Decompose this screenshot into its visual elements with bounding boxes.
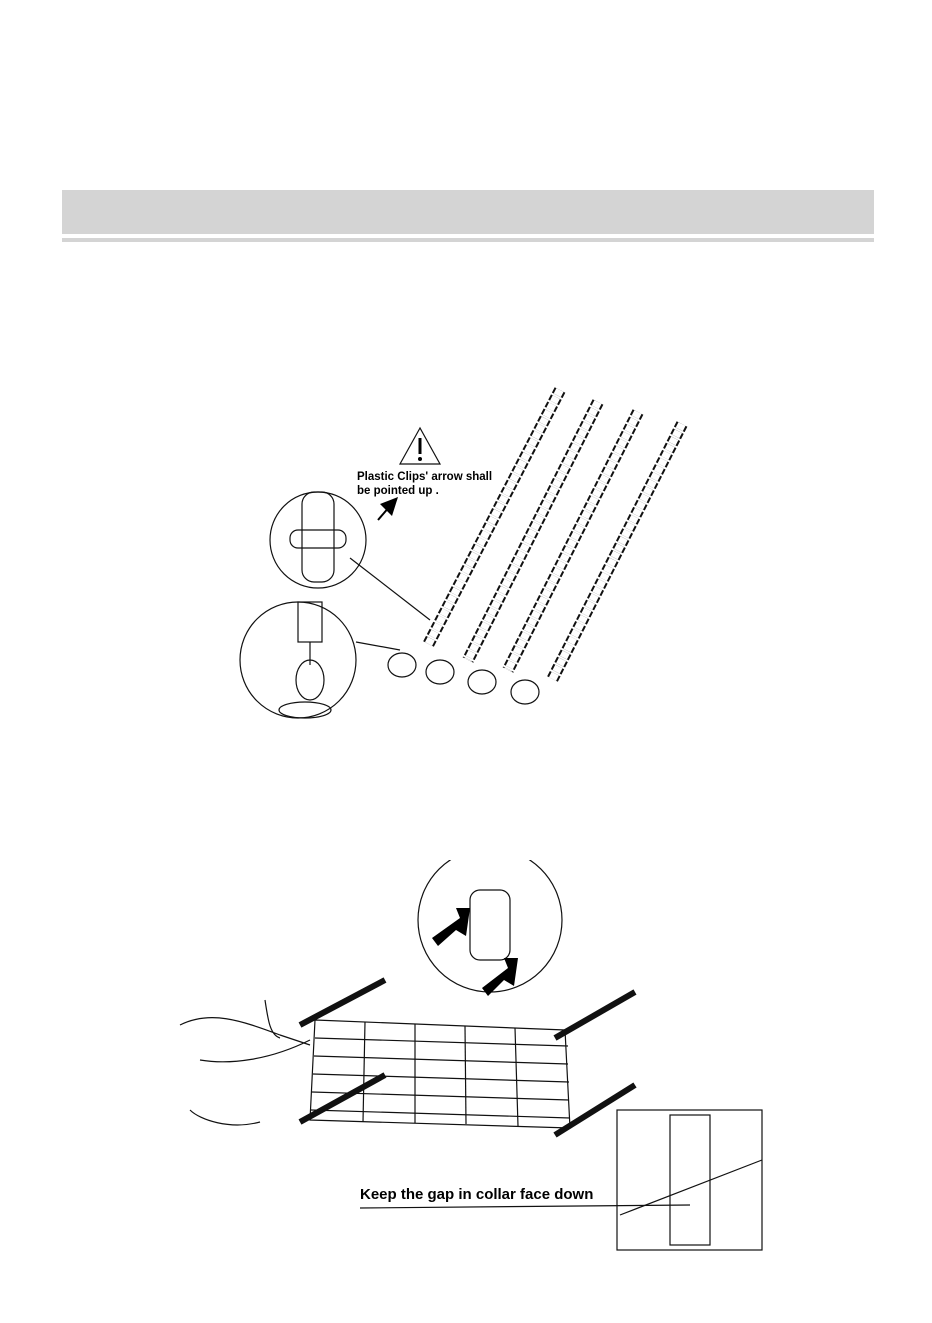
pole-set (428, 390, 682, 680)
section-header-bar (62, 190, 874, 234)
section-divider (62, 238, 874, 242)
caster-assembly-illustration (230, 380, 700, 740)
warning-triangle-icon (400, 428, 440, 464)
wire-shelf (310, 1020, 570, 1128)
arrow-icon (378, 497, 398, 520)
warning-label: Plastic Clips' arrow shall be pointed up . (357, 471, 493, 497)
collar-gap-label: Keep the gap in collar face down (360, 1186, 594, 1203)
